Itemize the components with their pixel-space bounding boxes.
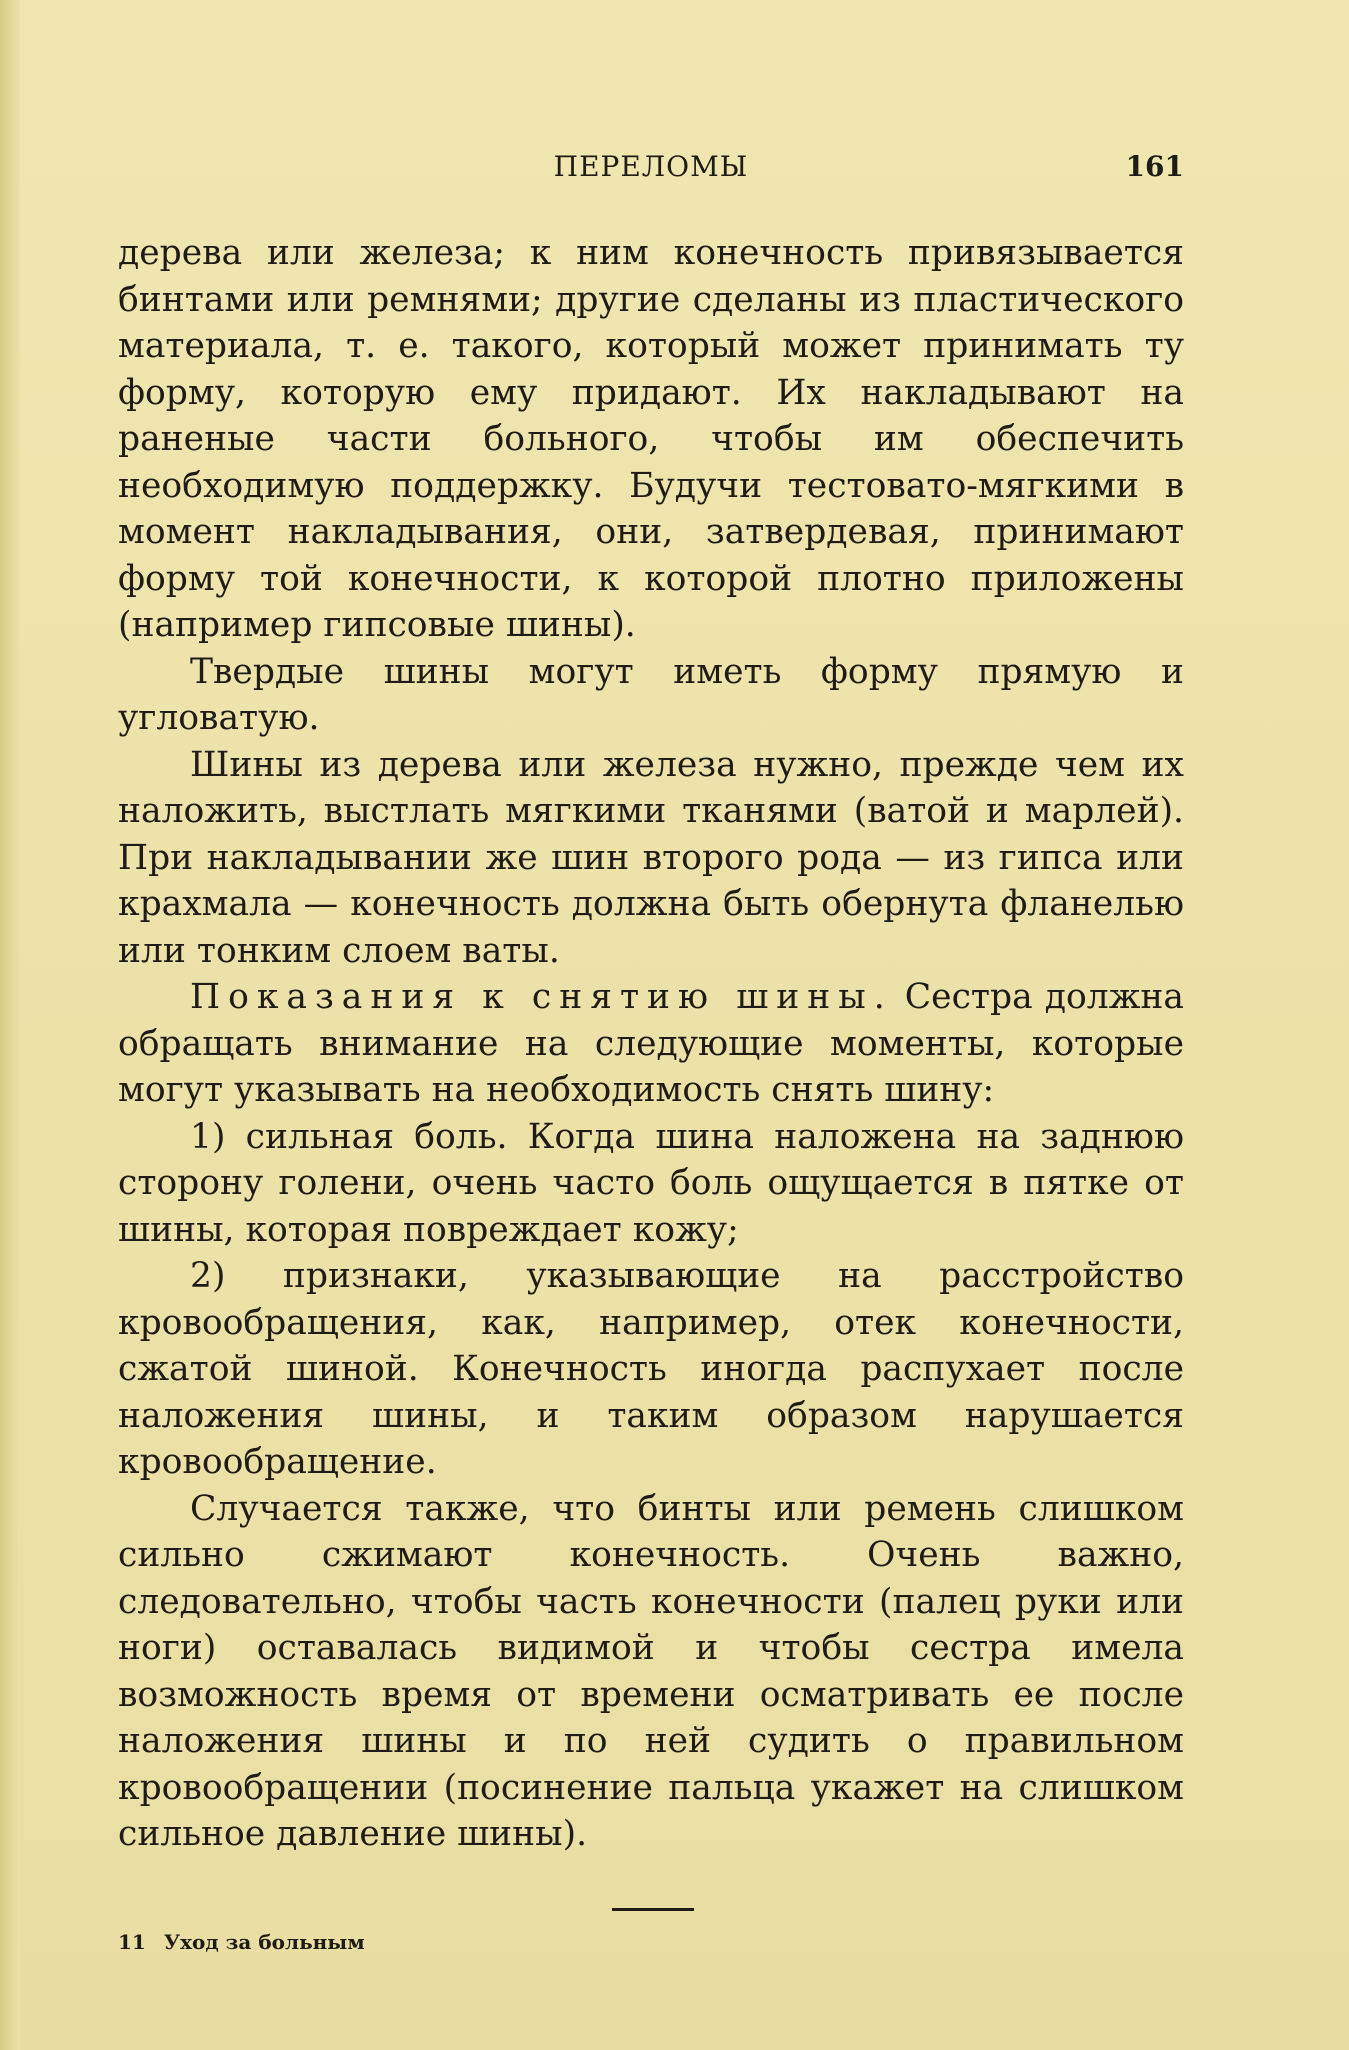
section-end-rule xyxy=(612,1908,694,1911)
signature-title: Уход за больным xyxy=(163,1930,365,1954)
section-heading-spaced: Показания к снятию шины. xyxy=(190,977,893,1017)
paragraph-padding: Шины из дерева или железа нужно, прежде чем их наложить, выстлать мягкими тканями (ватой и марлей). При накладывании же шин второго рода — из гипса или крахмала — конечность должна быть обернута фланелью или тонким слоем ваты. xyxy=(118,744,1184,971)
paragraph-closing: Случается также, что бинты или ремень слишком сильно сжимают конечность. Очень важно, следовательно, чтобы часть конечности (палец руки или ноги) оставалась видимой и чтобы сестра имела возможность время от времени осматривать ее после наложения шины и по ней судить о правильном кровообращении (посинение пальца укажет на слишком сильное давление шины). xyxy=(118,1488,1184,1854)
page-edge-shadow xyxy=(0,0,20,2050)
paragraph-removal-indications xyxy=(118,974,1184,1114)
list-item-circulation: 2) признаки, указывающие на расстройство кровообращения, как, например, отек конечности, сжатой шиной. Конечность иногда распухает после наложения шины, и таким образом нарушается кровообращение. xyxy=(118,1256,1184,1482)
list-item-pain: 1) сильная боль. Когда шина наложена на заднюю сторону голени, очень часто боль ощущается в пятке от шины, которая повреждает кожу; xyxy=(118,1116,1184,1250)
running-head xyxy=(118,150,1184,194)
section-text: Сестра должна обращать внимание на следующие моменты, которые могут указывать на необходимость снять шину: xyxy=(118,977,1184,1110)
page-number: 161 xyxy=(1125,150,1184,183)
printer-signature xyxy=(118,1930,365,1954)
paragraph-continued: дерева или железа; к ним конечность привязывается бинтами или ремнями; другие сделаны из пластического материала, т. е. такого, который может принимать ту форму, которую ему придают. Их накладывают на раненые части больного, чтобы им обеспечить необходимую поддержку. Будучи тестовато-мягкими в момент накладывания, они, затвердевая, принимают форму той конечности, к которой плотно приложены (например гипсовые шины). xyxy=(118,233,1184,645)
signature-number: 11 xyxy=(118,1930,146,1954)
body-text xyxy=(118,230,1184,1858)
paragraph-rigid-splints: Твердые шины могут иметь форму прямую и угловатую. xyxy=(118,651,1184,738)
running-title: ПЕРЕЛОМЫ xyxy=(553,150,749,183)
